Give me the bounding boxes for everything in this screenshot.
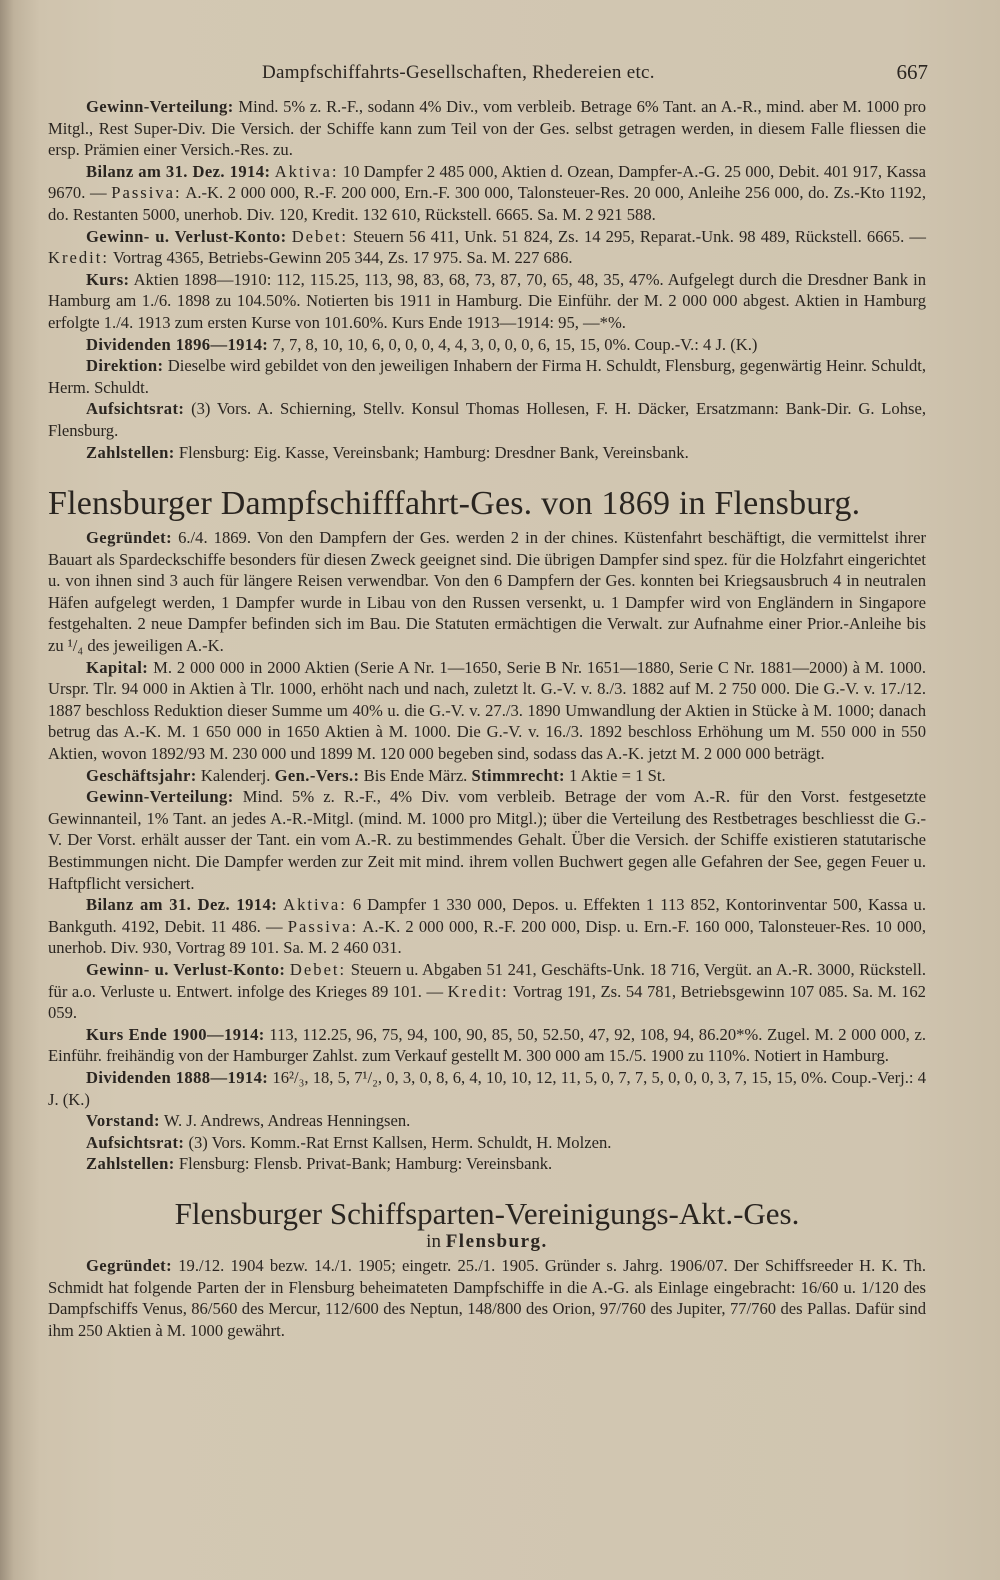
page-number: 667: [896, 60, 928, 84]
vorstand-label: Vorstand:: [86, 1111, 160, 1131]
passiva-label-2: Passiva:: [287, 916, 359, 936]
page-body: [48, 96, 926, 1341]
debet-text: Steuern 56 411, Unk. 51 824, Zs. 14 295, Reparat.-Unk. 98 489, Rückstell. 6665. —: [353, 226, 926, 246]
kredit-label: Kredit:: [48, 248, 110, 268]
direktion-text: Dieselbe wird gebildet von den jeweiligen Inhabern der Firma H. Schuldt, Flensburg, gegenwärtig Heinr. Schuldt, Herm. Schuldt.: [48, 356, 926, 397]
kurs-label-2: Kurs Ende 1900—1914:: [86, 1024, 265, 1044]
company-heading-1869: Flensburger Dampfschifffahrt-Ges. von 1869 in Flensburg.: [48, 485, 861, 523]
gen-vers-label: Gen.-Vers.:: [274, 765, 360, 785]
gegruendet-paragraph-3: [48, 1255, 926, 1341]
debet-label-2: Debet:: [289, 959, 347, 979]
direktion-label: Direktion:: [86, 356, 164, 376]
direktion-paragraph: [48, 355, 926, 398]
gewinn-verteilung-paragraph: [48, 96, 926, 161]
zahlstellen-label: Zahlstellen:: [86, 442, 175, 462]
gewinn-verteilung-text-2: Mind. 5% z. R.-F., 4% Div. vom verbleib. Betrage der vom A.-R. für den Vorst. festgesetzte Gewinnanteil, 1% Tant. an jedes A.-R.-Mitgl. (mind. M. 1000 pro Mitgl.); über die Verteilung des Restbetrages beschliesst die G.-V. Der Vorst. erhält ausser der Tant. ein vom A.-R. zu bestimmendes Gehalt. Über die Versich. der Schiffe existieren statutarische Bestimmungen nicht. Die Dampfer werden zur Zeit mit mind. ihrem vollen Buchwert gegen alle Gefahren der See, gegen Feuer u. Haftpflicht versichert.: [48, 787, 927, 893]
kurs-paragraph: [48, 269, 926, 334]
aktiva-text-2: 6 Dampfer 1 330 000, Depos. u. Effekten 1 113 852, Kontorinventar 500, Kassa u. Bankguth. 4192, Debit. 11 486. —: [48, 895, 926, 936]
dividenden-text: 7, 7, 8, 10, 10, 6, 0, 0, 0, 4, 4, 3, 0, 0, 0, 6, 15, 15, 0%. Coup.-V.: 4 J. (K.): [272, 334, 758, 354]
gegruendet-label-3: Gegründet:: [86, 1255, 173, 1275]
bilanz-paragraph-2: [48, 894, 926, 959]
aktiva-label: Aktiva:: [274, 161, 339, 181]
running-title: Dampfschiffahrts-Gesellschaften, Rhedereien etc.: [262, 62, 655, 83]
guv-paragraph: [48, 226, 926, 269]
stimmrecht-text: 1 Aktie = 1 St.: [569, 765, 666, 785]
kurs-text: Aktien 1898—1910: 112, 115.25, 113, 98, 83, 68, 73, 87, 70, 65, 48, 35, 47%. Aufgelegt durch die Dresdner Bank in Hamburg am 1./6. 1898 zu 104.50%. Notierten bis 1911 in Hamburg. Die Einführ. der M. 2 000 000 abgest. Aktien in Hamburg erfolgte 1./4. 1913 zum ersten Kurse von 101.60%. Kurs Ende 1913—1914: 95, —*%.: [48, 269, 926, 332]
kapital-label: Kapital:: [86, 657, 149, 677]
aufsichtsrat-paragraph: [48, 398, 926, 441]
zahlstellen-paragraph: [48, 442, 926, 464]
aktiva-label-2: Aktiva:: [283, 895, 347, 915]
kurs-text-2: 113, 112.25, 96, 75, 94, 100, 90, 85, 50, 52.50, 47, 92, 108, 94, 86.20*%. Zugel. M. 2 000 000, z. Einführ. freihändig von der Hamburger Zahlst. zum Verkauf gestellt M. 300 000 am 15./5. 1900 zu 110%. Notiert in Hamburg.: [48, 1024, 926, 1066]
aufsichtsrat-label-2: Aufsichtsrat:: [86, 1132, 185, 1152]
gewinn-verteilung-label-2: Gewinn-Verteilung:: [86, 787, 234, 807]
aufsichtsrat-text: (3) Vors. A. Schierning, Stellv. Konsul Thomas Hollesen, F. H. Däcker, Ersatzmann: Bank-Dir. G. Lohse, Flensburg.: [48, 399, 926, 440]
kredit-label-2: Kredit:: [447, 981, 509, 1001]
zahlstellen-text: Flensburg: Eig. Kasse, Vereinsbank; Hamburg: Dresdner Bank, Vereinsbank.: [178, 442, 689, 462]
passiva-label: Passiva:: [111, 183, 182, 203]
aufsichtsrat-label: Aufsichtsrat:: [86, 399, 185, 419]
dividenden-label-2: Dividenden 1888—1914:: [86, 1067, 269, 1087]
vorstand-paragraph: [48, 1110, 926, 1132]
passiva-text-2: A.-K. 2 000 000, R.-F. 200 000, Disp. u. Ern.-F. 160 000, Talonsteuer-Res. 10 000, unerhob. Div. 930, Vortrag 89 101. Sa. M. 2 460 031.: [48, 916, 926, 958]
gen-vers-text: Bis Ende März.: [363, 765, 468, 785]
guv-paragraph-2: [48, 959, 926, 1024]
company-subheading: [48, 1231, 926, 1253]
guv-label-2: Gewinn- u. Verlust-Konto:: [86, 959, 286, 979]
dividenden-text-2: 16²/₃, 18, 5, 7¹/₂, 0, 3, 0, 8, 6, 4, 10, 10, 12, 11, 5, 0, 7, 7, 5, 0, 0, 0, 3, 7, 15, 15, 0%. Coup.-Verj.: 4 J. (K.): [48, 1067, 926, 1109]
passiva-text: A.-K. 2 000 000, R.-F. 200 000, Ern.-F. 300 000, Talonsteuer-Res. 20 000, Anleihe 256 000, do. Zs.-Kto 1192, do. Restanten 5000, unerhob. Div. 120, Kredit. 132 610, Rückstell. 6665. Sa. M. 2 921 588.: [48, 183, 927, 224]
subheading-prefix: in: [426, 1230, 441, 1252]
stimmrecht-label: Stimmrecht:: [471, 765, 565, 785]
kredit-text-2: Vortrag 191, Zs. 54 781, Betriebsgewinn 107 085. Sa. M. 162 059.: [48, 981, 926, 1023]
bilanz-label-2: Bilanz am 31. Dez. 1914:: [86, 895, 278, 915]
bilanz-label: Bilanz am 31. Dez. 1914:: [86, 161, 271, 181]
kurs-paragraph-2: [48, 1024, 926, 1067]
gewinn-verteilung-paragraph-2: [48, 786, 926, 894]
gewinn-verteilung-label: Gewinn-Verteilung:: [86, 97, 234, 116]
kapital-paragraph: [48, 657, 926, 765]
guv-label: Gewinn- u. Verlust-Konto:: [86, 226, 287, 246]
subheading-city: Flensburg.: [445, 1230, 548, 1252]
dividenden-paragraph-2: [48, 1067, 926, 1110]
geschaeftsjahr-label: Geschäftsjahr:: [86, 765, 197, 785]
gegruendet-label: Gegründet:: [86, 528, 173, 548]
aktiva-text: 10 Dampfer 2 485 000, Aktien d. Ozean, Dampfer-A.-G. 25 000, Debit. 401 917, Kassa 9670. —: [48, 161, 926, 203]
page-header: [0, 62, 1000, 92]
dividenden-label: Dividenden 1896—1914:: [86, 334, 269, 354]
aufsichtsrat-text-2: (3) Vors. Komm.-Rat Ernst Kallsen, Herm. Schuldt, H. Molzen.: [188, 1132, 612, 1152]
debet-text-2: Steuern u. Abgaben 51 241, Geschäfts-Unk. 18 716, Vergüt. an A.-R. 3000, Rückstell. für a.o. Verluste u. Entwert. infolge des Krieges 89 101. —: [48, 959, 926, 1001]
company-heading-schiffsparten: Flensburger Schiffsparten-Vereinigungs-Akt.-Ges.: [174, 1195, 800, 1231]
kapital-text: M. 2 000 000 in 2000 Aktien (Serie A Nr. 1—1650, Serie B Nr. 1651—1880, Serie C Nr. 1881—2000) à M. 1000. Urspr. Tlr. 94 000 in Aktien à Tlr. 1000, erhöht nach und nach, zuletzt lt. G.-V. v. 8./3. 1882 auf M. 2 750 000. Die G.-V. v. 17./12. 1887 beschloss Reduktion dieser Summe um 40% u. die G.-V. v. 27./3. 1890 Umwandlung der Aktien in Stücke à M. 1000; danach betrug das A.-K. M. 1 650 000 in 1650 Aktien à M. 1000. Die G.-V. v. 16./3. 1892 beschloss Erhöhung um M. 550 000 in 550 Aktien, wovon 1892/93 M. 230 000 und 1899 M. 120 000 begeben sind, sodass das A.-K. jetzt M. 2 000 000 beträgt.: [48, 657, 926, 764]
zahlstellen-text-2: Flensburg: Flensb. Privat-Bank; Hamburg: Vereinsbank.: [178, 1154, 553, 1174]
zahlstellen-paragraph-2: [48, 1153, 926, 1175]
dividenden-paragraph: [48, 334, 926, 356]
gegruendet-text: 6./4. 1869. Von den Dampfern der Ges. werden 2 in der chines. Küstenfahrt beschäftigt, die vermittelst ihrer Bauart als Spardeckschiffe besonders für diesen Zweck geeignet sind. Die übrigen Dampfer sind spez. für die Holzfahrt eingerichtet u. von ihnen sind 3 auch für längere Reisen verwendbar. Von den 6 Dampfern der Ges. konnten bei Kriegsausbruch 4 in neutralen Häfen aufgelegt werden, 1 Dampfer wurde in Libau von den Russen versenkt, u. 1 Dampfer wird von Engländern in Singapore festgehalten. 2 neue Dampfer befinden sich im Bau. Die Statuten ermächtigen die Verwalt. zur Aufnahme einer Prior.-Anleihe bis zu ¹/₄ des jeweiligen A.-K.: [48, 528, 926, 656]
kurs-label: Kurs:: [86, 269, 130, 289]
gegruendet-text-3: 19./12. 1904 bezw. 14./1. 1905; eingetr. 25./1. 1905. Gründer s. Jahrg. 1906/07. Der Schiffsreeder H. K. Th. Schmidt hat folgende Parten der in Flensburg beheimateten Dampfschiffe in die A.-G. als Einlage eingebracht: 16/60 u. 1/120 des Dampfschiffs Venus, 86/560 des Mercur, 112/600 des Neptun, 148/800 des Orion, 97/760 des Jupiter, 77/760 des Pallas. Dafür sind ihm 250 Aktien à M. 1000 gewährt.: [48, 1255, 926, 1340]
aufsichtsrat-paragraph-2: [48, 1132, 926, 1154]
gewinn-verteilung-text: Mind. 5% z. R.-F., sodann 4% Div., vom verbleib. Betrage 6% Tant. an A.-R., mind. aber M. 1000 pro Mitgl., Rest Super-Div. Die Versich. der Schiffe kann zum Teil von der Ges. selbst getragen werden, in diesem Falle fliessen die ersp. Prämien einer Versich.-Res. zu.: [48, 97, 926, 160]
bilanz-paragraph: [48, 161, 926, 226]
geschaeftsjahr-text: Kalenderj.: [200, 765, 271, 785]
zahlstellen-label-2: Zahlstellen:: [86, 1154, 175, 1174]
gegruendet-paragraph: [48, 527, 926, 657]
kredit-text: Vortrag 4365, Betriebs-Gewinn 205 344, Zs. 17 975. Sa. M. 227 686.: [112, 248, 573, 268]
geschaeftsjahr-paragraph: [48, 765, 926, 787]
vorstand-text: W. J. Andrews, Andreas Henningsen.: [163, 1111, 411, 1131]
debet-label: Debet:: [291, 226, 348, 246]
